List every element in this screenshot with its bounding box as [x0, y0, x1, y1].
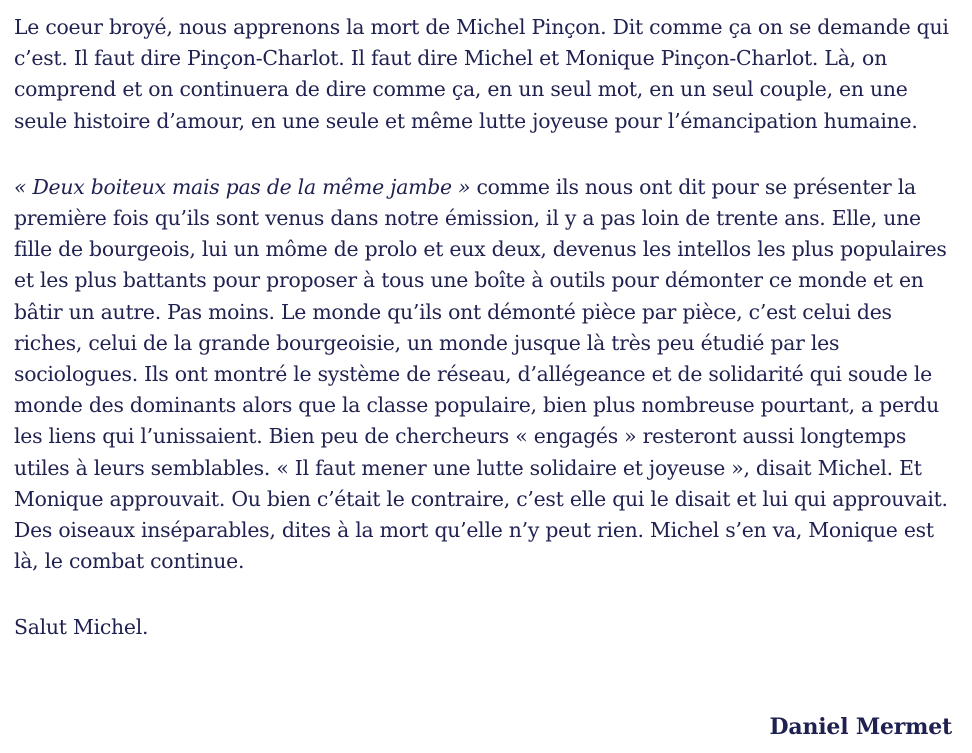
paragraph-intro: Le coeur broyé, nous apprenons la mort de Michel Pinçon. Dit comme ça on se demande qui c’est. Il faut dire Pinçon-Charlot. Il faut dire Michel et Monique Pinçon-Charlot. Là, on comprend et on continuera de dire comme ça, en un seul mot, en un seul couple, en une seule histoire d’amour, en une seule et même lutte joyeuse pour l’émancipation humaine.: [14, 15, 949, 133]
paragraph-main: [14, 172, 958, 578]
quote-deux-boiteux: « Deux boiteux mais pas de la même jambe »: [14, 174, 471, 199]
author-signature: Daniel Mermet: [769, 714, 952, 740]
paragraph-main-text: comme ils nous ont dit pour se présenter la première fois qu’ils sont venus dans notre émission, il y a pas loin de trente ans. Elle, une fille de bourgeois, lui un môme de prolo et eux deux, devenus les intellos les plus populaires et les plus battants pour proposer à tous une boîte à outils pour démonter ce monde et en bâtir un autre. Pas moins. Le monde qu’ils ont démonté pièce par pièce, c’est celui des riches, celui de la grande bourgeoisie, un monde jusque là très peu étudié par les sociologues. Ils ont montré le système de réseau, d’allégeance et de solidarité qui soude le monde des dominants alors que la classe populaire, bien plus nombreuse pourtant, a perdu les liens qui l’unissaient. Bien peu de chercheurs « engagés » resteront aussi longtemps utiles à leurs semblables. « Il faut mener une lutte solidaire et joyeuse », disait Michel. Et Monique approuvait. Ou bien c’était le contraire, c’est elle qui le disait et lui qui approuvait. Des oiseaux inséparables, dites à la mort qu’elle n’y peut rien. Michel s’en va, Monique est là, le combat continue.: [14, 174, 948, 574]
paragraph-salut: Salut Michel.: [14, 615, 149, 640]
article-body: [14, 12, 958, 644]
